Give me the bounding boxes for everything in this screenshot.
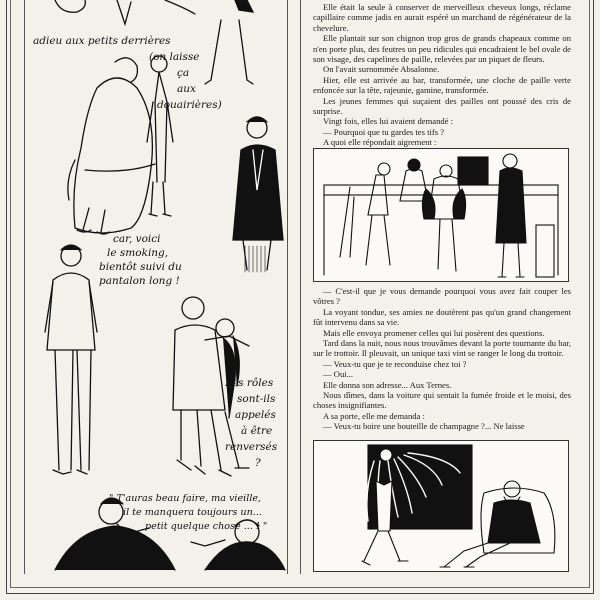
caption-vieille-1: " T'auras beau faire, ma vieille,	[109, 493, 262, 504]
paragraph: La voyant tondue, ses amies ne doutèrent pas qu'un grand changement fût intervenu dans sa vie.	[313, 306, 571, 328]
caption-roles-6: ?	[255, 457, 261, 469]
paragraph: Mais elle envoya promener celles qui lui posèrent des questions.	[323, 327, 545, 338]
illustration-hair-scene	[313, 440, 569, 572]
caption-smoking-2: le smoking,	[107, 247, 169, 259]
caption-petits-derrieres: adieu aux petits derrières	[33, 35, 171, 47]
caption-roles-2: sont-ils	[237, 393, 276, 405]
paragraph: Elle était la seule à conserver de merveilleux cheveux longs, réclame capillaire comme jadis en aurait espéré un marchand de régénérateur de la chevelure.	[313, 2, 571, 33]
paragraph: A quoi elle répondait aigrement :	[323, 137, 437, 148]
illustration-bar-scene	[313, 148, 569, 282]
paragraph: Hier, elle est arrivée au bar, transformée, une cloche de paille verte enfoncée sur la tête, rajeunie, gamine, transformée.	[313, 74, 571, 96]
caption-douairieres-2: ça	[177, 67, 190, 79]
caption-douairieres-1: (on laisse	[149, 51, 200, 63]
caption-roles-1: Les rôles	[225, 377, 274, 389]
paragraph: — C'est-il que je vous demande pourquoi vous avez fait couper les vôtres ?	[313, 286, 571, 307]
article-column	[300, 0, 579, 574]
article-text-middle	[313, 286, 571, 432]
caption-vieille-2: il te manquera toujours un...	[123, 507, 262, 518]
caption-douairieres-3: aux	[177, 83, 196, 95]
caption-vieille-3: petit quelque chose ... ! "	[145, 521, 268, 532]
paragraph: A sa porte, elle me demanda :	[323, 410, 425, 421]
caption-smoking-3: bientôt suivi du	[99, 261, 182, 273]
paragraph: Les jeunes femmes qui suçaient des pailles ont poussé des cris de surprise.	[313, 95, 571, 117]
hair-scene-drawing	[314, 441, 568, 571]
paragraph: Nous dîmes, dans la voiture qui sentait la fumée froide et le moisi, des choses insignifiantes.	[313, 390, 571, 411]
paragraph: — Veux-tu que je te reconduise chez toi ?	[323, 358, 467, 369]
caption-roles-4: à être	[241, 425, 273, 437]
paragraph: Elle plantait sur son chignon trop gros de grands chapeaux comme on n'en porte plus, des feutres un peu ridicules qui encadraient le bel ovale de son visage, des capelines de paille, relevées par un piquet de fleurs.	[313, 33, 571, 65]
caption-douairieres-4: douairières)	[157, 99, 222, 111]
paragraph: On l'avait surnommée Absalonne.	[323, 64, 440, 75]
caption-smoking-1: car, voici	[113, 233, 161, 245]
paragraph: Vingt fois, elles lui avaient demandé :	[323, 116, 454, 127]
bar-scene-drawing	[314, 149, 568, 281]
paragraph: Elle donna son adresse... Aux Ternes.	[323, 379, 452, 390]
paragraph: — Oui...	[323, 369, 354, 380]
article-text-top	[313, 2, 571, 148]
paragraph: Tard dans la nuit, nous nous trouvâmes devant la porte tournante du bar, sur le trottoir. Il pleuvait, un unique taxi vint se ranger le long du trottoir.	[313, 338, 571, 359]
cartoon-column	[24, 0, 288, 574]
caption-roles-5: renversés	[225, 441, 278, 453]
caption-smoking-4: pantalon long !	[99, 275, 180, 287]
paragraph: — Pourquoi que tu gardes tes tifs ?	[323, 126, 445, 137]
caption-roles-3: appelés	[235, 409, 276, 421]
paragraph: — Veux-tu boire une bouteille de champagne ?... Ne laisse	[323, 421, 525, 432]
